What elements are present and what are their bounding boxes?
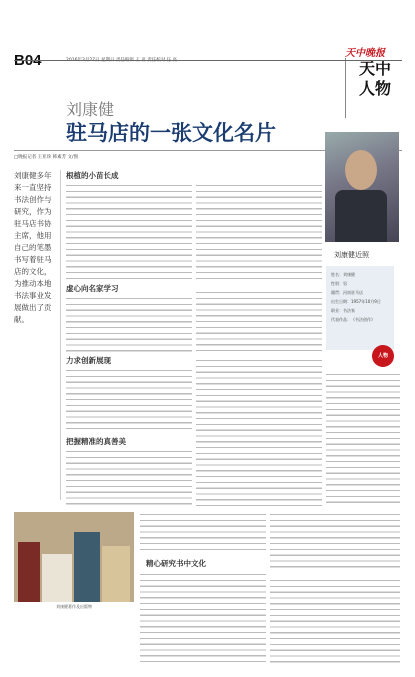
section-divider [345, 58, 346, 118]
portrait-body [335, 190, 387, 242]
newspaper-brand: 天中晚报 [345, 48, 385, 59]
page-metadata: 2016年3月27日 星期日 责任编辑 王 亚 责任校对 任 亮 [66, 58, 178, 63]
body-text-block [270, 512, 400, 572]
body-text-block [326, 372, 400, 506]
profile-line: 姓名：刘康健 [331, 272, 355, 277]
profile-line: 代表作品：《书法创作》 [331, 317, 375, 322]
subhead-3: 力求创新展现 [66, 356, 111, 365]
image-caption: 刘康健著作及出版物 [56, 604, 92, 609]
article-byline: □晚报记者 王亚珍 韩素芳 文/图 [14, 155, 79, 160]
article-title: 驻马店的一张文化名片 [66, 121, 276, 145]
profile-line: 籍贯：河南驻马店 [331, 290, 363, 295]
body-text-block [196, 183, 322, 279]
section-stamp: 人物 [372, 345, 394, 367]
article-author: 刘康健 [66, 102, 115, 119]
page-number: B04 [14, 52, 42, 69]
profile-line: 性别：男 [331, 281, 347, 286]
profile-line: 职业：书法家 [331, 308, 355, 313]
column-divider [60, 170, 61, 500]
portrait-face [345, 150, 377, 190]
body-text-block [66, 296, 192, 352]
body-text-block [140, 512, 266, 552]
body-text-block [66, 183, 192, 279]
book-icon [18, 542, 40, 602]
book-icon [42, 554, 72, 602]
body-text-block [196, 290, 322, 352]
body-text-block [270, 578, 400, 666]
book-icon [102, 546, 130, 602]
subhead-6: 精心研究书中文化 [146, 559, 206, 568]
profile-line: 出生日期：1957年10月9日 [331, 299, 381, 304]
book-icon [74, 532, 100, 602]
books-photo [14, 512, 134, 602]
subhead-4: 把握精准的真善美 [66, 437, 126, 446]
section-title: 天中人物 [358, 61, 391, 98]
photo-caption: 刘康健近照 [334, 251, 369, 259]
profile-card [326, 266, 394, 350]
body-text-block [66, 449, 192, 507]
pull-quote: 刘康健多年来一直坚持书法创作与研究，作为驻马店书协主席，他用自己的笔墨书写着驻马店的文化，为推动本地书法事业发展做出了贡献。 [14, 171, 52, 324]
subhead-2: 虚心向名家学习 [66, 284, 119, 293]
body-text-block [140, 572, 266, 666]
body-text-block [66, 368, 192, 432]
header-rule [14, 60, 402, 61]
body-text-block [196, 358, 322, 506]
subhead-1: 根植的小苗长成 [66, 171, 119, 180]
